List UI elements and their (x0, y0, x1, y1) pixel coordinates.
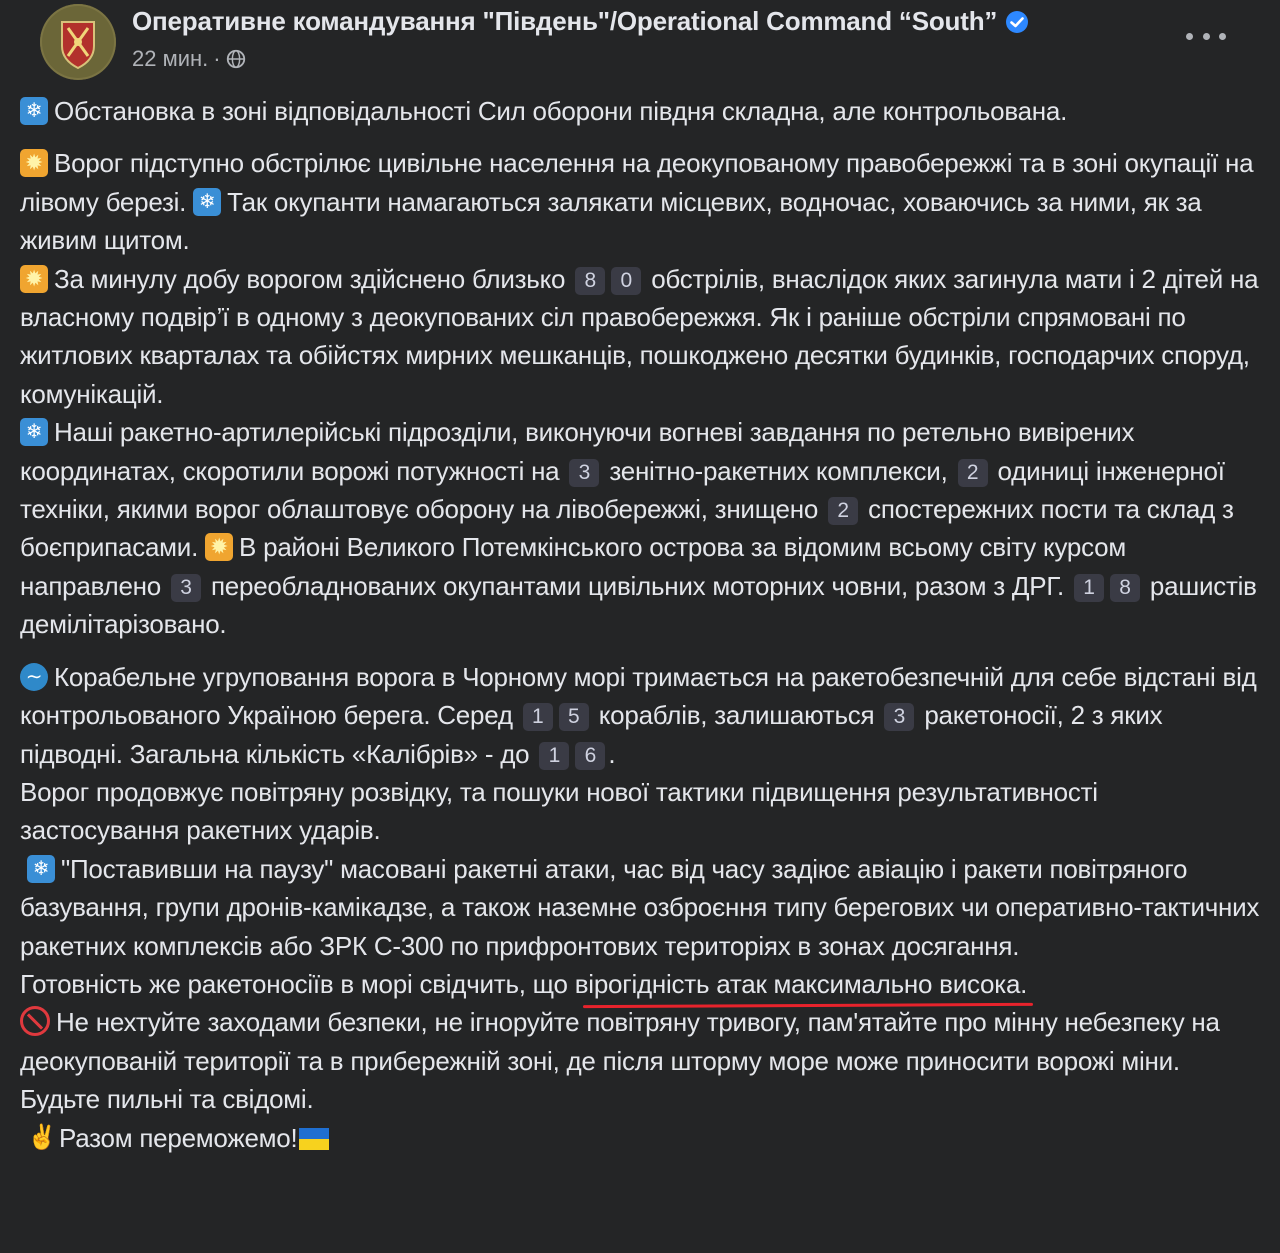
wave-emoji-icon (20, 663, 48, 691)
keycap-digit: 2 (828, 497, 858, 525)
no-entry-emoji-icon (20, 1006, 50, 1036)
keycap-digit: 3 (569, 459, 599, 487)
more-options-icon[interactable] (1186, 18, 1226, 54)
paragraph-situation: ❄Обстановка в зоні відповідальності Сил оборони півдня складна, але контрольована. (20, 92, 1260, 130)
page-avatar[interactable] (40, 4, 116, 80)
paragraph-safety: Не нехтуйте заходами безпеки, не ігноруйте повітряну тривогу, пам'ятайте про мінну небезпеку на деокупованій території та в прибережній зоні, де після шторму море може приносити ворожі міни. (20, 1007, 1220, 1076)
keycap-digit: 8 (1110, 574, 1140, 602)
keycap-digit: 1 (539, 742, 569, 770)
victory-hand-emoji-icon (27, 1124, 53, 1152)
snowflake-emoji-icon (27, 855, 55, 883)
paragraph-vigilant: Будьте пильні та свідомі. (20, 1084, 314, 1115)
meta-separator: · (213, 46, 221, 71)
keycap-digit: 8 (575, 267, 605, 295)
paragraph-fleet: ∼Корабельне угруповання ворога в Чорному морі тримається на ракетобезпечній для себе відстані від контрольованого Україною берега. Серед 1 5 кораблів, залишаються 3 ракетоносії, 2 з яких підводні. Загальна кількість «Калібрів» - до 1 6 . Ворог продовжує повітряну розвідку, та пошуки нової тактики підвищення результативності застосування ракетних ударів. ❄"Поставивши на паузу" масовані ракетні атаки, час від часу задіює авіацію і ракети повітряного базування, групи дронів-камікадзе, а також наземне озброєння типу берегових чи оперативно-тактичних ракетних комплексів або ЗРК С-300 по прифронтових територіях в зонах досягання. Готовність же ракетоносіїв в морі свідчить, що вірогідність атак максимально висока. Не нехтуйте заходами безпеки, не ігноруйте повітряну тривогу, пам'ятайте про мінну небезпеку на деокупованій території та в прибережній зоні, де після шторму море може приносити ворожі міни. Будьте пильні та свідомі. ✌Разом переможемо! (20, 658, 1260, 1157)
burst-emoji-icon (20, 149, 48, 177)
post-meta (132, 46, 247, 72)
post-header (20, 0, 1256, 88)
page-name[interactable]: Оперативне командування "Південь"/Operational Command “South” (132, 6, 998, 36)
underlined-phrase: вірогідність атак максимально висока. (574, 968, 1028, 999)
paragraph-together: Разом переможемо! (58, 1122, 298, 1153)
page-name-row (132, 6, 1029, 37)
snowflake-emoji-icon (20, 418, 48, 446)
keycap-digit: 3 (171, 574, 201, 602)
keycap-digit: 5 (559, 703, 589, 731)
ukraine-flag-icon (299, 1128, 329, 1150)
snowflake-emoji-icon (193, 188, 221, 216)
paragraph-recon: Ворог продовжує повітряну розвідку, та пошуки нової тактики підвищення результативності застосування ракетних ударів. (20, 776, 1098, 846)
keycap-digit: 3 (884, 703, 914, 731)
keycap-digit: 0 (611, 267, 641, 295)
operational-command-emblem-icon (40, 4, 116, 80)
keycap-digit: 6 (575, 742, 605, 770)
burst-emoji-icon (205, 533, 233, 561)
globe-icon[interactable] (225, 48, 247, 70)
keycap-digit: 2 (958, 459, 988, 487)
paragraph-shelling: ✹Ворог підступно обстрілює цивільне населення на деокупованому правобережжі та в зоні окупації на лівому березі. ❄ Так окупанти намагаються залякати місцевих, водночас, ховаючись за ними, як за живим щитом. ✹За минулу добу ворогом здійснено близько 8 0 обстрілів, внаслідок яких загинула мати і 2 дітей на власному подвір’ї в одному з деокупованих сіл правобережжя. Як і раніше обстріли спрямовані по житлових кварталах та обійстях мирних мешканців, пошкоджено десятки будинків, господарчих споруд, комунікацій. ❄Наші ракетно-артилерійські підрозділи, виконуючи вогневі завдання по ретельно вивірених координатах, скоротили ворожі потужності на 3 зенітно-ракетних комплекси, 2 одиниці інженерної техніки, якими ворог облаштовує оборону на лівобережжі, знищено 2 спостережних пости та склад з боєприпасами. ✹ В районі Великого Потемкінського острова за відомим всьому світу курсом направлено 3 переобладнованих окупантами цивільних моторних човни, разом з ДРГ. 1 8 рашистів демілітарізовано. (20, 144, 1260, 643)
keycap-digit: 1 (523, 703, 553, 731)
verified-badge-icon (1005, 10, 1029, 34)
paragraph-pause: "Поставивши на паузу" масовані ракетні атаки, час від часу задіює авіацію і ракети повітряного базування, групи дронів-камікадзе, а також наземне озброєння типу берегових чи оперативно-тактичних ракетних комплексів або ЗРК С-300 по прифронтових територіях в зонах досягання. (20, 853, 1260, 961)
snowflake-emoji-icon (20, 97, 48, 125)
post-time[interactable]: 22 мин. (132, 46, 209, 71)
keycap-digit: 1 (1074, 574, 1104, 602)
burst-emoji-icon (20, 265, 48, 293)
post-text (20, 92, 1260, 1157)
